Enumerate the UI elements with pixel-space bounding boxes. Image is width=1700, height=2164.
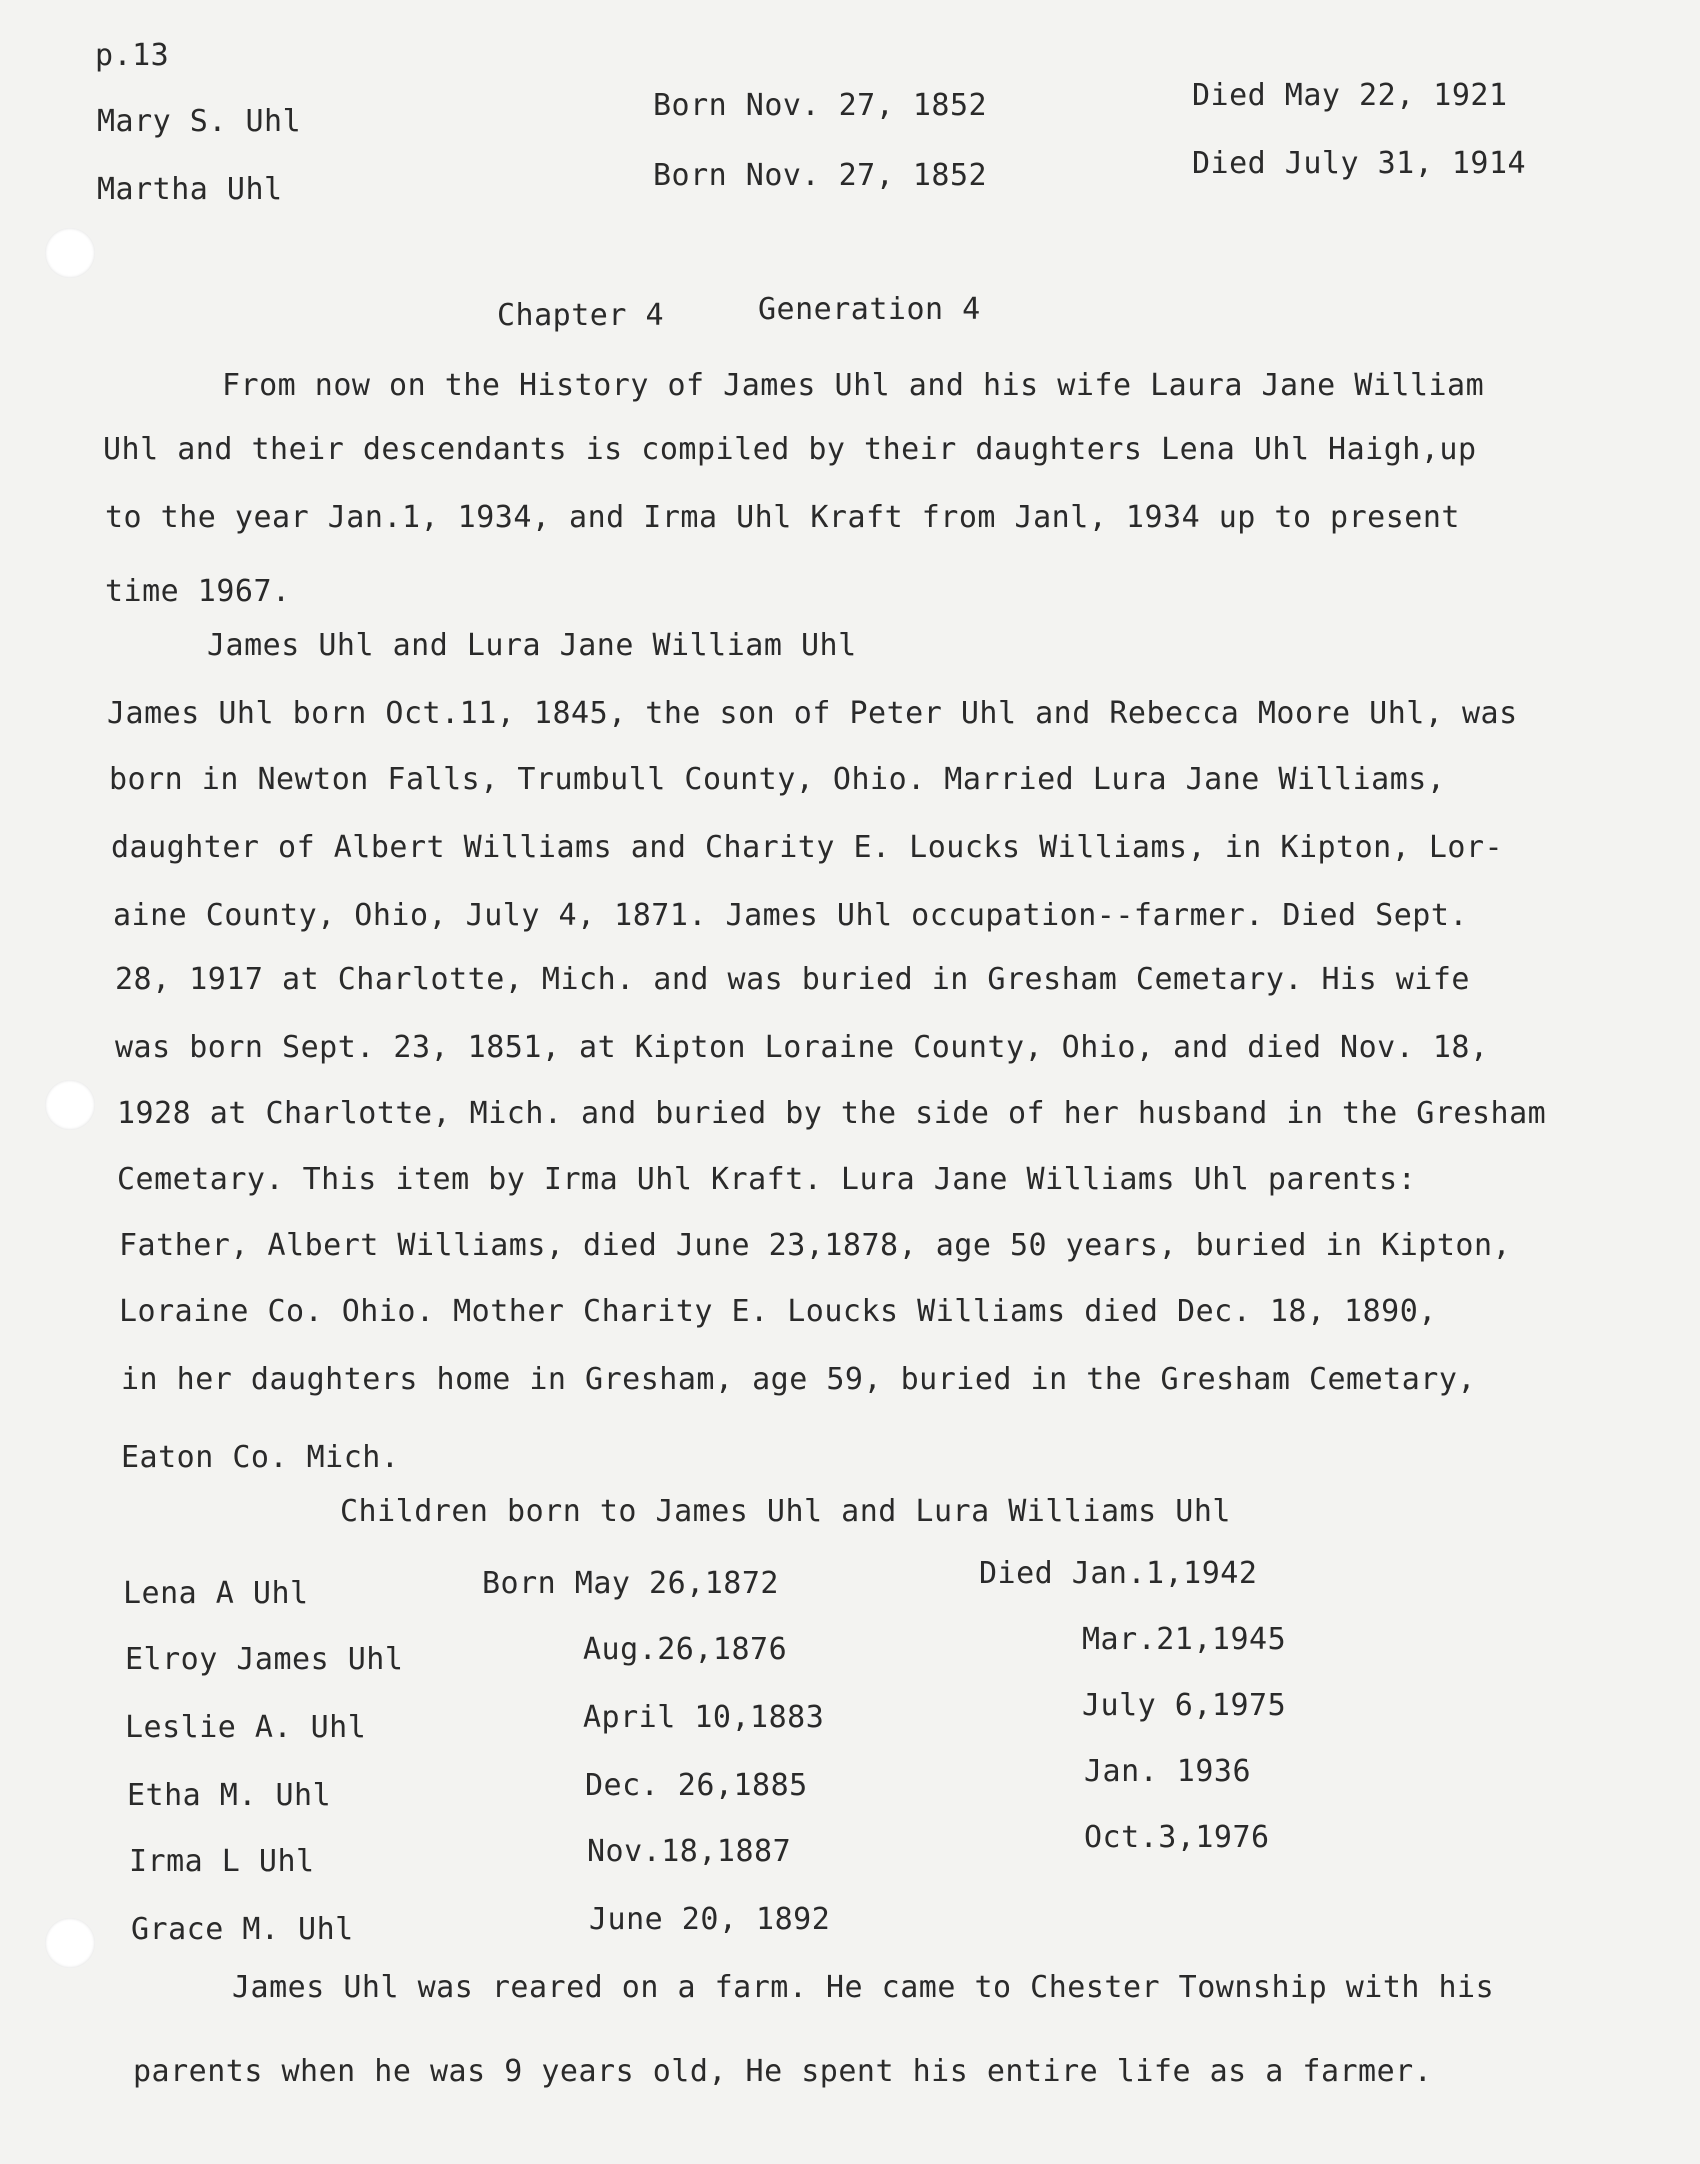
- child-born: Aug.26,1876: [583, 1632, 788, 1667]
- body-line: Cemetary. This item by Irma Uhl Kraft. Lura Jane Williams Uhl parents:: [117, 1162, 1417, 1197]
- child-died: Mar.21,1945: [1082, 1622, 1287, 1657]
- chapter-heading: Chapter 4: [497, 298, 665, 333]
- body-line: in her daughters home in Gresham, age 59, buried in the Gresham Cemetary,: [121, 1362, 1476, 1397]
- child-name: Elroy James Uhl: [125, 1642, 404, 1677]
- child-born: Nov.18,1887: [587, 1834, 792, 1869]
- body-line: born in Newton Falls, Trumbull County, Ohio. Married Lura Jane Williams,: [109, 762, 1446, 797]
- body-line: 1928 at Charlotte, Mich. and buried by the side of her husband in the Gresham: [117, 1096, 1547, 1131]
- body-line: Eaton Co. Mich.: [121, 1440, 400, 1475]
- body-line: Loraine Co. Ohio. Mother Charity E. Loucks Williams died Dec. 18, 1890,: [119, 1294, 1437, 1329]
- child-died: Died Jan.1,1942: [979, 1556, 1258, 1591]
- record-name: Martha Uhl: [97, 172, 283, 207]
- child-name: Irma L Uhl: [129, 1844, 315, 1879]
- record-born: Born Nov. 27, 1852: [653, 88, 988, 123]
- child-name: Lena A Uhl: [123, 1576, 309, 1611]
- intro-line: Uhl and their descendants is compiled by their daughters Lena Uhl Haigh,up: [103, 432, 1477, 467]
- record-born: Born Nov. 27, 1852: [653, 158, 988, 193]
- intro-line: From now on the History of James Uhl and his wife Laura Jane William: [222, 368, 1485, 403]
- record-died: Died May 22, 1921: [1192, 78, 1508, 113]
- child-died: Jan. 1936: [1084, 1754, 1252, 1789]
- child-died: July 6,1975: [1082, 1688, 1287, 1723]
- child-died: Oct.3,1976: [1084, 1820, 1270, 1855]
- section-heading: James Uhl and Lura Jane William Uhl: [207, 628, 857, 663]
- intro-line: to the year Jan.1, 1934, and Irma Uhl Kraft from Janl, 1934 up to present: [105, 500, 1460, 535]
- closing-line: James Uhl was reared on a farm. He came to Chester Township with his: [232, 1970, 1495, 2005]
- punch-hole-middle: [45, 1080, 95, 1130]
- intro-line: time 1967.: [105, 574, 291, 609]
- page-number: p.13: [95, 38, 170, 73]
- closing-line: parents when he was 9 years old, He spent his entire life as a farmer.: [133, 2054, 1433, 2089]
- child-born: April 10,1883: [583, 1700, 825, 1735]
- child-born: June 20, 1892: [589, 1902, 831, 1937]
- punch-hole-bottom: [45, 1918, 95, 1968]
- child-born: Born May 26,1872: [482, 1566, 779, 1601]
- body-line: daughter of Albert Williams and Charity E. Loucks Williams, in Kipton, Lor-: [111, 830, 1504, 865]
- body-line: Father, Albert Williams, died June 23,1878, age 50 years, buried in Kipton,: [119, 1228, 1512, 1263]
- children-heading: Children born to James Uhl and Lura Williams Uhl: [340, 1494, 1231, 1529]
- child-born: Dec. 26,1885: [585, 1768, 808, 1803]
- child-name: Etha M. Uhl: [127, 1778, 332, 1813]
- body-line: 28, 1917 at Charlotte, Mich. and was buried in Gresham Cemetary. His wife: [115, 962, 1470, 997]
- child-name: Grace M. Uhl: [131, 1912, 354, 1947]
- record-died: Died July 31, 1914: [1192, 146, 1527, 181]
- record-name: Mary S. Uhl: [97, 104, 302, 139]
- generation-heading: Generation 4: [758, 292, 981, 327]
- body-line: was born Sept. 23, 1851, at Kipton Loraine County, Ohio, and died Nov. 18,: [115, 1030, 1489, 1065]
- punch-hole-top: [45, 228, 95, 278]
- body-line: aine County, Ohio, July 4, 1871. James Uhl occupation--farmer. Died Sept.: [113, 898, 1468, 933]
- child-name: Leslie A. Uhl: [125, 1710, 367, 1745]
- body-line: James Uhl born Oct.11, 1845, the son of Peter Uhl and Rebecca Moore Uhl, was: [107, 696, 1518, 731]
